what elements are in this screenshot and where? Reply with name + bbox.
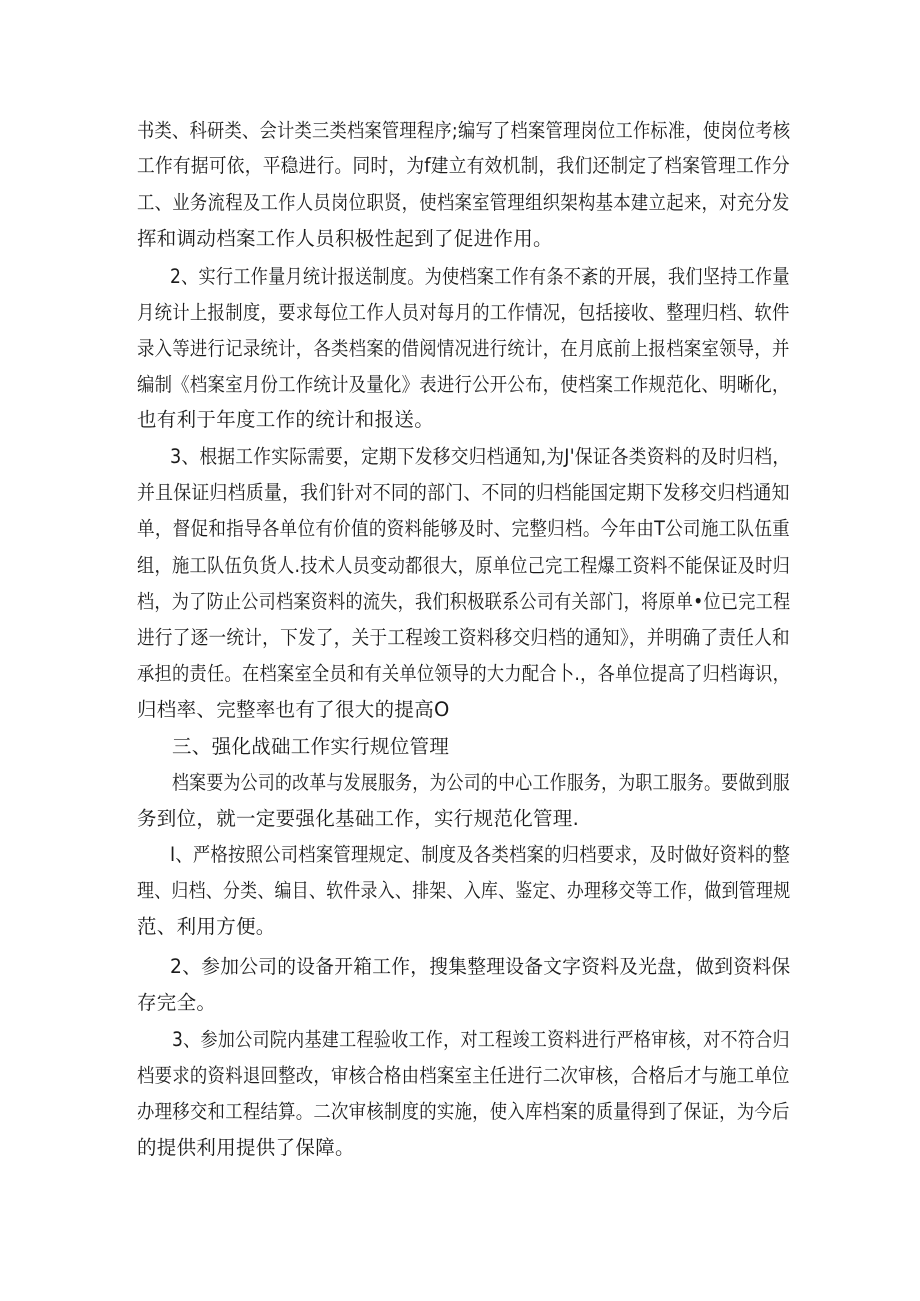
text-line: 单，督促和指导各单位有价值的资料能够及时、完整归档。今年由T公司施工队伍重 — [137, 517, 791, 540]
text-line: 档案要为公司的改革与发展服务，为公司的中心工作服务，为职工服务。要做到服 — [172, 771, 790, 794]
text-line: 2、参加公司的设备开箱工作，搜集整理设备文字资料及光盘，做到资料保 — [170, 955, 791, 978]
text-line: 档，为了防止公司档案资料的流失，我们积极联系公司有关部门，将原单•位已完工程 — [137, 590, 791, 613]
text-line: 进行了逐一统计，下发了，关于工程竣工资料移交归档的通知》，并明确了责任人和 — [137, 626, 790, 649]
text-line: 档要求的资料退回整改，审核合格由档案室主任进行二次审核，合格后才与施工单位 — [137, 1064, 790, 1087]
text-line: 3、根据工作实际需要，定期下发移交归档通知,为J'保证各类资料的及时归档， — [170, 445, 791, 468]
text-line: 也有利于年度工作的统计和报送。 — [137, 408, 435, 431]
text-line: 务到位，就一定要强化基础工作，实行规范化管理. — [137, 807, 580, 830]
text-line: 的提供利用提供了保障。 — [137, 1136, 355, 1159]
text-line: 书类、科研类、会计类三类档案管理程序;编写了档案管理岗位工作标准，使岗位考核 — [137, 119, 791, 142]
text-line: 存完全。 — [137, 991, 217, 1014]
text-line: 办理移交和工程结算。二次审核制度的实施，使入库档案的质量得到了保证，为今后 — [137, 1100, 790, 1123]
text-line: 编制《档案室月份工作统计及量化》表进行公开公布，使档案工作规范化、明晰化， — [137, 373, 790, 396]
section-heading: 三、强化战础工作实行规位管理 — [172, 735, 450, 758]
text-line: 理、归档、分类、编目、软件录入、排架、入库、鉴定、办理移交等工作，做到管理规 — [137, 879, 791, 902]
text-line: 并且保证归档质量，我们针对不同的部门、不同的归档能国定期下发移交归档通知 — [137, 481, 790, 504]
text-line: 2、实行工作量月统计报送制度。为使档案工作有条不紊的开展，我们坚持工作量 — [170, 265, 790, 288]
text-line: 月统计上报制度，要求每位工作人员对每月的工作情况，包括接收、整理归档、软件 — [137, 301, 790, 324]
text-line: 归档率、完整率也有了很大的提高O — [137, 698, 450, 721]
text-line: I、严格按照公司档案管理规定、制度及各类档案的归档要求，及时做好资料的整 — [170, 843, 791, 866]
text-line: 挥和调动档案工作人员积极性起到了促进作用。 — [137, 227, 553, 250]
text-line: 录入等进行记录统计，各类档案的借阅情况进行统计，在月底前上报档案室领导，并 — [137, 337, 790, 360]
text-line: 工、业务流程及工作人员岗位职贤，使档案室管理组织架构基本建立起来，对充分发 — [137, 191, 790, 214]
text-line: 工作有据可依，平稳进行。同时，为f建立有效机制，我们还制定了档案管理工作分 — [137, 154, 790, 177]
text-line: 承担的责任。在档案室全员和有关单位领导的大力配合卜.，各单位提高了归档诲识， — [137, 662, 791, 685]
text-line: 3、参加公司院内基建工程验收工作，对工程竣工资料进行严格审核，对不符合归 — [172, 1028, 790, 1051]
text-line: 范、利用方便。 — [137, 915, 276, 938]
text-line: 组，施工队伍负货人.技术人员变动都很大，原单位己完工程爆工资料不能保证及时归 — [137, 554, 791, 577]
